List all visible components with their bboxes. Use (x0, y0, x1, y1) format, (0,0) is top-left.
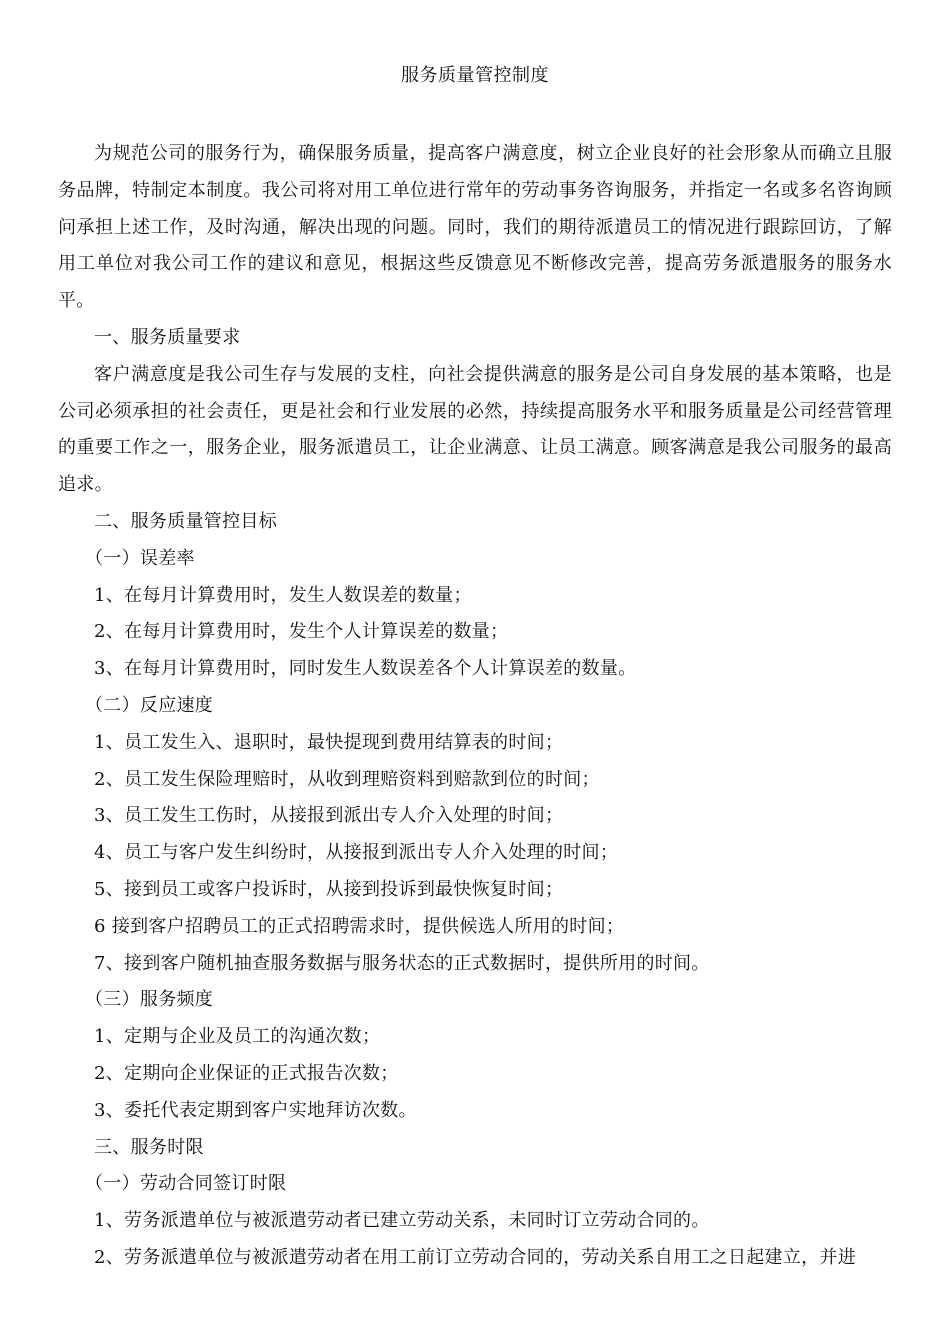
list-item: 5、接到员工或客户投诉时，从接到投诉到最快恢复时间； (94, 878, 564, 900)
subsection-heading-error-rate: （一）误差率 (85, 547, 195, 569)
subsection-heading-service-frequency: （三）服务频度 (85, 989, 214, 1011)
list-item: 2、在每月计算费用时，发生个人计算误差的数量； (94, 621, 509, 643)
document-page (58, 58, 892, 1277)
list-item: 1、定期与企业及员工的沟通次数； (94, 1026, 381, 1048)
list-item: 1、劳务派遣单位与被派遣劳动者已建立劳动关系，未同时订立劳动合同的。 (94, 1210, 710, 1232)
section-1-paragraph: 客户满意度是我公司生存与发展的支柱，向社会提供满意的服务是公司自身发展的基本策略，也是公司必须承担的社会责任，更是社会和行业发展的必然，持续提高服务水平和服务质量是公司经营管理的重要工作之一，服务企业，服务派遣员工，让企业满意、让员工满意。顾客满意是我公司服务的最高追求。 (58, 363, 892, 496)
list-item: 2、定期向企业保证的正式报告次数； (94, 1062, 399, 1084)
list-item: 2、员工发生保险理赔时，从收到理赔资料到赔款到位的时间； (94, 768, 600, 790)
intro-paragraph: 为规范公司的服务行为，确保服务质量，提高客户满意度，树立企业良好的社会形象从而确立且服务品牌，特制定本制度。我公司将对用工单位进行常年的劳动事务咨询服务，并指定一名或多名咨询顾问承担上述工作，及时沟通，解决出现的问题。同时，我们的期待派遣员工的情况进行跟踪回访，了解用工单位对我公司工作的建议和意见，根据这些反馈意见不断修改完善，提高劳务派遣服务的服务水平。 (58, 143, 892, 312)
section-heading-3: 三、服务时限 (94, 1136, 204, 1158)
subsection-heading-contract-time-limit: （一）劳动合同签订时限 (85, 1173, 287, 1195)
section-heading-1: 一、服务质量要求 (94, 326, 241, 348)
list-item: 2、劳务派遣单位与被派遣劳动者在用工前订立劳动合同的，劳动关系自用工之日起建立，并进 (94, 1246, 857, 1268)
list-item: 1、员工发生入、退职时，最快提现到费用结算表的时间； (94, 731, 564, 753)
list-item: 3、委托代表定期到客户实地拜访次数。 (94, 1099, 417, 1121)
list-item: 3、员工发生工伤时，从接报到派出专人介入处理的时间； (94, 805, 564, 827)
subsection-heading-response-speed: （二）反应速度 (85, 694, 214, 716)
section-heading-2: 二、服务质量管控目标 (94, 510, 277, 532)
list-item: 4、员工与客户发生纠纷时，从接报到派出专人介入处理的时间； (94, 842, 619, 864)
list-item: 7、接到客户随机抽查服务数据与服务状态的正式数据时，提供所用的时间。 (94, 952, 710, 974)
document-title: 服务质量管控制度 (401, 65, 549, 86)
list-item: 1、在每月计算费用时，发生人数误差的数量； (94, 584, 472, 606)
list-item: 3、在每月计算费用时，同时发生人数误差各个人计算误差的数量。 (94, 658, 637, 680)
list-item: 6 接到客户招聘员工的正式招聘需求时，提供候选人所用的时间； (94, 915, 625, 937)
